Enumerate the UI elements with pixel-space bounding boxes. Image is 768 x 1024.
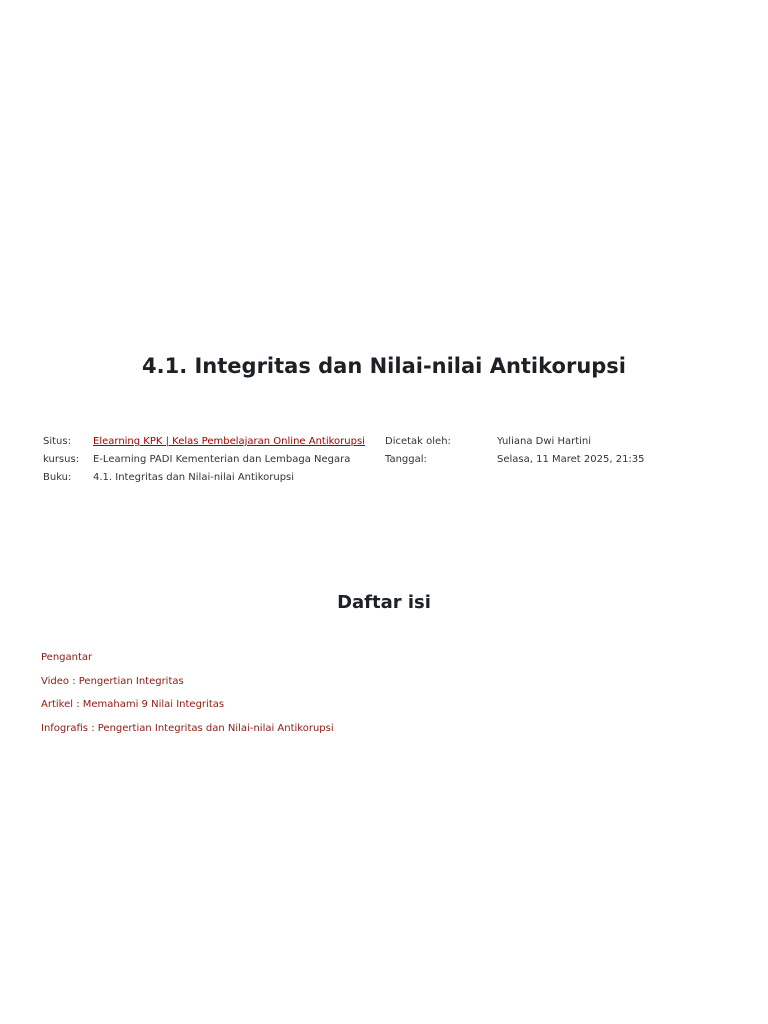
printed-by-value: Yuliana Dwi Hartini	[497, 436, 592, 447]
toc-item-artikel	[41, 698, 334, 722]
site-label: Situs:	[43, 436, 71, 447]
course-label: kursus:	[43, 454, 80, 465]
book-title: 4.1. Integritas dan Nilai-nilai Antikorupsi	[142, 354, 626, 378]
toc-item-pengantar	[41, 651, 334, 675]
date-value: Selasa, 11 Maret 2025, 21:35	[497, 454, 645, 465]
toc-link-infografis[interactable]: Infografis : Pengertian Integritas dan Nilai-nilai Antikorupsi	[41, 722, 334, 734]
book-label: Buku:	[43, 472, 72, 483]
date-label: Tanggal:	[385, 454, 427, 465]
toc-item-video	[41, 675, 334, 699]
site-link[interactable]: Elearning KPK | Kelas Pembelajaran Online Antikorupsi	[93, 436, 365, 447]
toc-link-video[interactable]: Video : Pengertian Integritas	[41, 675, 184, 687]
toc-item-infografis	[41, 722, 334, 746]
printed-by-label: Dicetak oleh:	[385, 436, 451, 447]
toc-link-artikel[interactable]: Artikel : Memahami 9 Nilai Integritas	[41, 699, 225, 710]
book-value: 4.1. Integritas dan Nilai-nilai Antikorupsi	[93, 472, 295, 483]
toc-title: Daftar isi	[337, 592, 431, 613]
toc-link-pengantar[interactable]: Pengantar	[41, 652, 93, 663]
course-value: E-Learning PADI Kementerian dan Lembaga Negara	[93, 454, 351, 465]
toc-list	[41, 651, 334, 745]
